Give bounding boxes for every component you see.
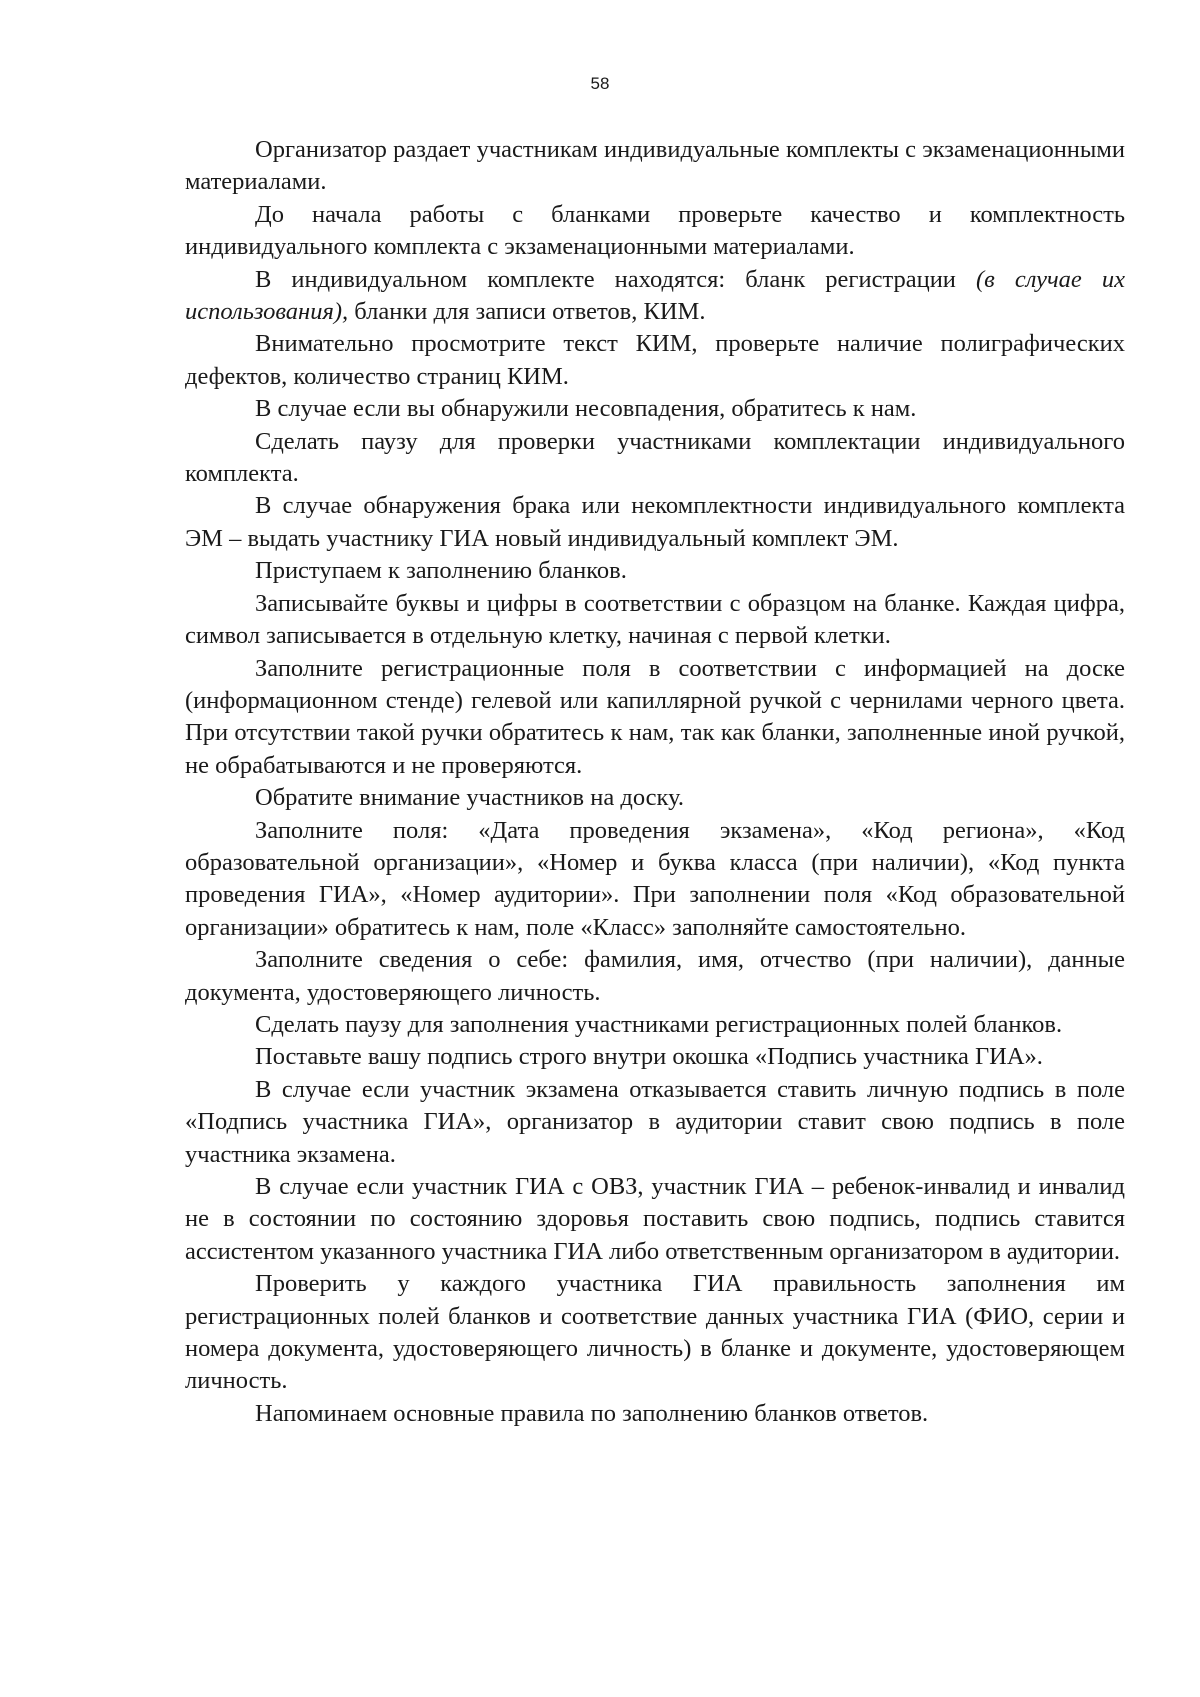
paragraph-pause-registration: Сделать паузу для заполнения участниками регистрационных полей бланков. — [255, 1010, 1063, 1038]
paragraph-disability-signature: В случае если участник ГИА с ОВЗ, участник ГИА – ребенок-инвалид и инвалид не в состоянии по состоянию здоровья поставить свою подпись, подпись ставится ассистентом указанного участника ГИА либо ответственным организатором в аудитории. — [185, 1173, 1125, 1265]
paragraph-registration-fields: Заполните регистрационные поля в соответствии с информацией на доске (информационном стенде) гелевой или капиллярной ручкой с чернилами черного цвета. При отсутствии такой ручки обратитесь к нам, так как бланки, заполненные иной ручкой, не обрабатываются и не проверяются. — [185, 654, 1125, 779]
kit-contents-italic-note: (в случае их использования), — [185, 265, 1125, 326]
paragraph-organizer-distributes: Организатор раздает участникам индивидуальные комплекты с экзаменационными материалами. — [185, 136, 1125, 196]
paragraph-verify-fields: Проверить у каждого участника ГИА правильность заполнения им регистрационных полей бланков и соответствие данных участника ГИА (ФИО, серии и номера документа, удостоверяющего личность) в бланке и документе, удостоверяющем личность. — [185, 1270, 1125, 1395]
document-body — [185, 134, 1125, 1430]
kit-contents-start: В индивидуальном комплекте находятся: бланк регистрации — [255, 265, 976, 293]
paragraph-attention-board: Обратите внимание участников на доску. — [255, 784, 685, 812]
paragraph-view-kim: Внимательно просмотрите текст КИМ, проверьте наличие полиграфических дефектов, количество страниц КИМ. — [185, 330, 1125, 390]
paragraph-signature: Поставьте вашу подпись строго внутри окошка «Подпись участника ГИА». — [255, 1043, 1043, 1071]
paragraph-kit-contents — [185, 264, 1125, 329]
paragraph-personal-info: Заполните сведения о себе: фамилия, имя, отчество (при наличии), данные документа, удостоверяющего личность. — [185, 946, 1125, 1006]
paragraph-start-filling: Приступаем к заполнению бланков. — [255, 557, 627, 585]
kit-contents-end: бланки для записи ответов, КИМ. — [348, 298, 706, 326]
paragraph-basic-rules: Напоминаем основные правила по заполнению бланков ответов. — [255, 1399, 929, 1427]
paragraph-fill-fields: Заполните поля: «Дата проведения экзамена», «Код региона», «Код образовательной организации», «Номер и буква класса (при наличии), «Код пункта проведения ГИА», «Номер аудитории». При заполнении поля «Код образовательной организации» обратитесь к нам, поле «Класс» заполняйте самостоятельно. — [185, 816, 1125, 941]
paragraph-defect-replacement: В случае обнаружения брака или некомплектности индивидуального комплекта ЭМ – выдать участнику ГИА новый индивидуальный комплект ЭМ. — [185, 492, 1125, 552]
paragraph-mismatch: В случае если вы обнаружили несовпадения, обратитесь к нам. — [255, 395, 917, 423]
paragraph-write-letters: Записывайте буквы и цифры в соответствии с образцом на бланке. Каждая цифра, символ записывается в отдельную клетку, начиная с первой клетки. — [185, 589, 1125, 650]
page-number: 58 — [590, 74, 610, 93]
paragraph-refuses-signature: В случае если участник экзамена отказывается ставить личную подпись в поле «Подпись участника ГИА», организатор в аудитории ставит свою подпись в поле участника экзамена. — [185, 1075, 1125, 1168]
paragraph-check-quality: До начала работы с бланками проверьте качество и комплектность индивидуального комплекта с экзаменационными материалами. — [185, 200, 1125, 261]
paragraph-pause-check: Сделать паузу для проверки участниками комплектации индивидуального комплекта. — [185, 427, 1125, 488]
